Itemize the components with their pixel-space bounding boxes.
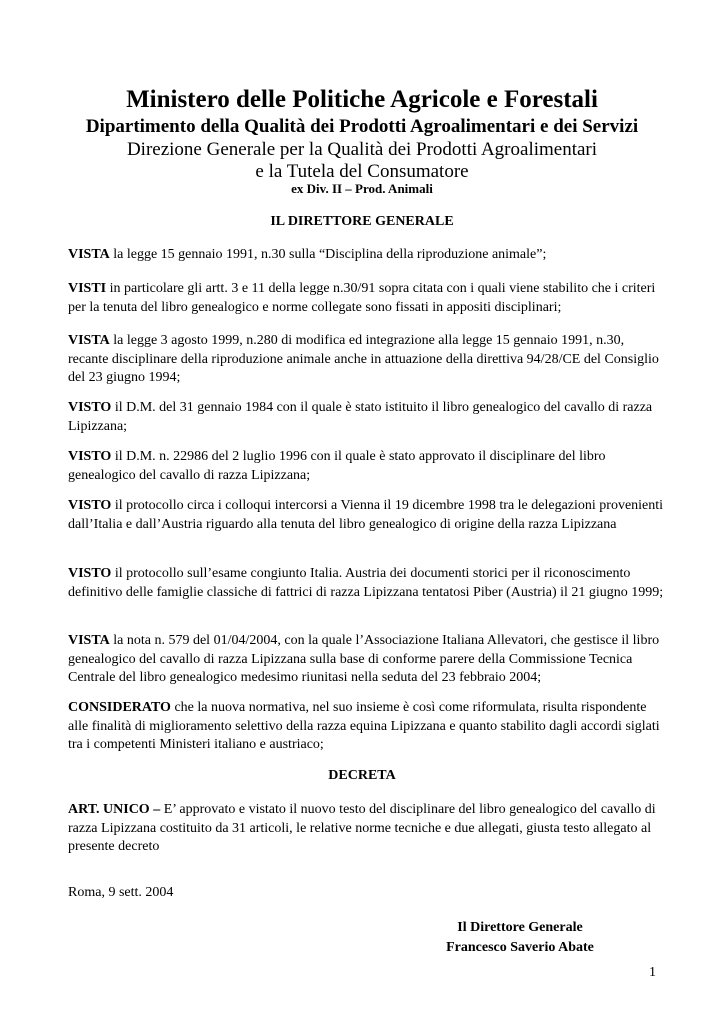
article-text: E’ approvato e vistato il nuovo testo del disciplinare del libro genealogico del cavallo di razza Lipizzana costituito da 31 articoli, le relative norme tecniche e due allegati, giusta testo allegato al presente decreto (68, 802, 656, 854)
premise-paragraph (68, 246, 668, 265)
premise-text: in particolare gli artt. 3 e 11 della legge n.30/91 sopra citata con i quali viene stabilito che i criteri per la tenuta del libro genealogico e norme collegate sono fissati in appositi disciplinari; (68, 281, 656, 315)
document-title: IL DIRETTORE GENERALE (270, 214, 454, 229)
premise-text: la legge 15 gennaio 1991, n.30 sulla “Disciplina della riproduzione animale”; (109, 247, 547, 262)
premise-text: la legge 3 agosto 1999, n.280 di modifica ed integrazione alla legge 15 gennaio 1991, n.30, recante disciplinare della riproduzione animale anche in attuazione della direttiva 94/28/CE del Consiglio del 23 giugno 1994; (68, 333, 659, 385)
premise-paragraph (68, 632, 668, 688)
premise-text: il D.M. n. 22986 del 2 luglio 1996 con il quale è stato approvato il disciplinare del libro genealogico del cavallo di razza Lipizzana; (68, 449, 606, 483)
article-lead: ART. UNICO – (68, 802, 161, 817)
division-heading: ex Div. II – Prod. Animali (291, 181, 433, 196)
premise-text: la nota n. 579 del 01/04/2004, con la quale l’Associazione Italiana Allevatori, che gestisce il libro genealogico del cavallo di razza Lipizzana sulla base di conforme parere della Commissione Tecnica Centrale del libro genealogico medesimo riunitasi nella seduta del 23 febbraio 2004; (68, 633, 660, 685)
signature-role: Il Direttore Generale (457, 920, 583, 935)
premise-lead: VISTA (68, 333, 110, 348)
premise-lead: VISTO (68, 400, 112, 415)
premise-lead: VISTO (68, 498, 112, 513)
directorate-heading-line2: e la Tutela del Consumatore (255, 161, 469, 182)
premise-paragraph (68, 332, 668, 388)
premise-paragraph (68, 280, 668, 317)
premise-paragraph (68, 497, 668, 534)
directorate-heading-line1: Direzione Generale per la Qualità dei Prodotti Agroalimentari (126, 139, 598, 160)
premise-text: il protocollo circa i colloqui intercorsi a Vienna il 19 dicembre 1998 tra le delegazioni provenienti dall’Italia e dall’Austria riguardo alla tenuta del libro genealogico di origine della razza Lipizzana (68, 498, 664, 532)
premise-lead: VISTA (68, 633, 110, 648)
premise-lead: VISTA (68, 247, 110, 262)
premise-paragraph (68, 448, 668, 485)
premise-paragraph (68, 565, 668, 602)
premise-lead: VISTO (68, 449, 112, 464)
premise-text: che la nuova normativa, nel suo insieme è così come riformulata, risulta rispondente alle finalità di miglioramento selettivo della razza equina Lipizzana e quanto stabilito dagli accordi siglati tra i competenti Ministeri italiano e austriaco; (68, 700, 660, 752)
decreta-heading: DECRETA (328, 768, 396, 783)
premise-paragraph (68, 399, 668, 436)
premise-paragraph (68, 699, 668, 755)
ministry-heading: Ministero delle Politiche Agricole e Forestali (126, 86, 598, 113)
department-heading: Dipartimento della Qualità dei Prodotti Agroalimentari e dei Servizi (85, 116, 639, 137)
page-number: 1 (649, 965, 656, 980)
premise-lead: VISTI (68, 281, 107, 296)
place-date: Roma, 9 sett. 2004 (68, 885, 174, 900)
signature-name: Francesco Saverio Abate (446, 940, 594, 955)
premise-lead: VISTO (68, 566, 112, 581)
article-paragraph (68, 801, 668, 857)
premise-text: il protocollo sull’esame congiunto Italia. Austria dei documenti storici per il riconoscimento definitivo delle famiglie classiche di fattrici di razza Lipizzana tentatosi Piber (Austria) il 21 giugno 1999; (68, 566, 664, 600)
premise-lead: CONSIDERATO (68, 700, 171, 715)
premise-text: il D.M. del 31 gennaio 1984 con il quale è stato istituito il libro genealogico del cavallo di razza Lipizzana; (68, 400, 653, 434)
